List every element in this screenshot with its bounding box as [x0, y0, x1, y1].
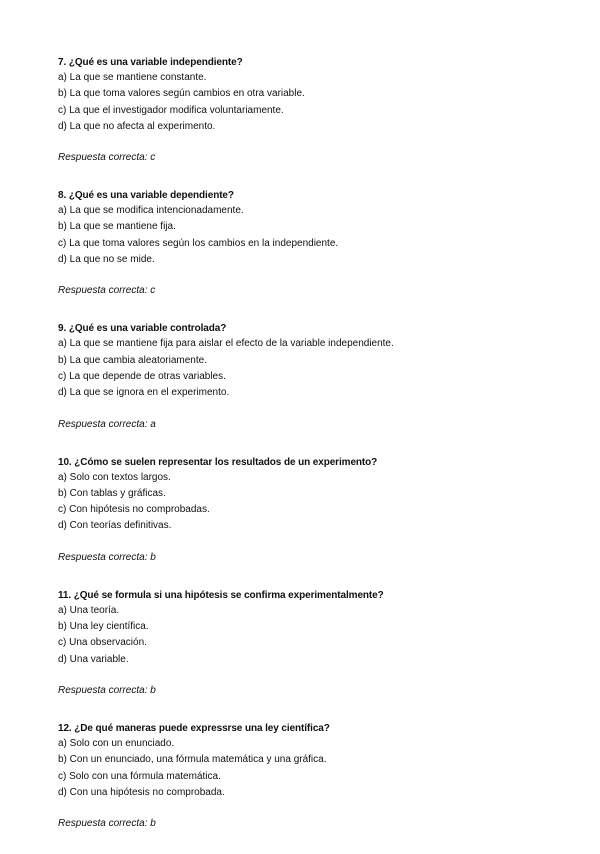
option-c: c) Solo con una fórmula matemática.: [58, 770, 221, 782]
correct-answer: Respuesta correcta: c: [58, 152, 156, 164]
option-c: c) Una observación.: [58, 637, 147, 649]
correct-answer: Respuesta correcta: a: [58, 418, 156, 430]
option-b: b) La que cambia aleatoriamente.: [58, 354, 207, 366]
correct-answer: Respuesta correcta: b: [58, 818, 156, 830]
option-a: a) Solo con un enunciado.: [58, 737, 175, 749]
option-d: d) Con teorías definitivas.: [58, 520, 172, 532]
option-b: b) Con tablas y gráficas.: [58, 487, 166, 499]
correct-answer: Respuesta correcta: b: [58, 551, 156, 563]
option-c: c) La que depende de otras variables.: [58, 370, 226, 382]
question-title: 12. ¿De qué maneras puede expressrse una ley científica?: [58, 722, 330, 734]
option-c: c) La que toma valores según los cambios en la independiente.: [58, 237, 339, 249]
question-title: 11. ¿Qué se formula si una hipótesis se confirma experimentalmente?: [58, 589, 384, 601]
option-d: d) La que no se mide.: [58, 254, 155, 266]
option-a: a) La que se mantiene fija para aislar el efecto de la variable independiente.: [58, 338, 394, 350]
correct-answer: Respuesta correcta: c: [58, 285, 156, 297]
option-a: a) Una teoría.: [58, 604, 120, 616]
option-a: a) La que se mantiene constante.: [58, 72, 207, 83]
question-title: 9. ¿Qué es una variable controlada?: [58, 323, 227, 335]
question-title: 8. ¿Qué es una variable dependiente?: [58, 190, 234, 202]
question-11: [58, 588, 558, 698]
option-c: c) Con hipótesis no comprobadas.: [58, 504, 210, 516]
option-d: d) Con una hipótesis no comprobada.: [58, 786, 225, 798]
option-d: d) Una variable.: [58, 653, 129, 665]
option-a: a) Solo con textos largos.: [58, 471, 171, 483]
option-b: b) La que se mantiene fija.: [58, 221, 176, 233]
question-9: [58, 321, 558, 431]
option-b: b) Una ley científica.: [58, 621, 149, 633]
question-8: [58, 188, 558, 298]
option-a: a) La que se modifica intencionadamente.: [58, 205, 244, 217]
question-title: 7. ¿Qué es una variable independiente?: [58, 57, 243, 68]
question-10: [58, 455, 558, 565]
quiz-page: [58, 55, 558, 854]
correct-answer: Respuesta correcta: b: [58, 684, 156, 696]
option-c: c) La que el investigador modifica voluntariamente.: [58, 104, 284, 116]
question-12: [58, 721, 558, 831]
option-b: b) La que toma valores según cambios en otra variable.: [58, 88, 305, 100]
option-d: d) La que no afecta al experimento.: [58, 120, 216, 132]
question-title: 10. ¿Cómo se suelen representar los resultados de un experimento?: [58, 456, 378, 468]
question-7: [58, 55, 558, 165]
option-d: d) La que se ignora en el experimento.: [58, 387, 230, 399]
option-b: b) Con un enunciado, una fórmula matemática y una gráfica.: [58, 754, 327, 766]
